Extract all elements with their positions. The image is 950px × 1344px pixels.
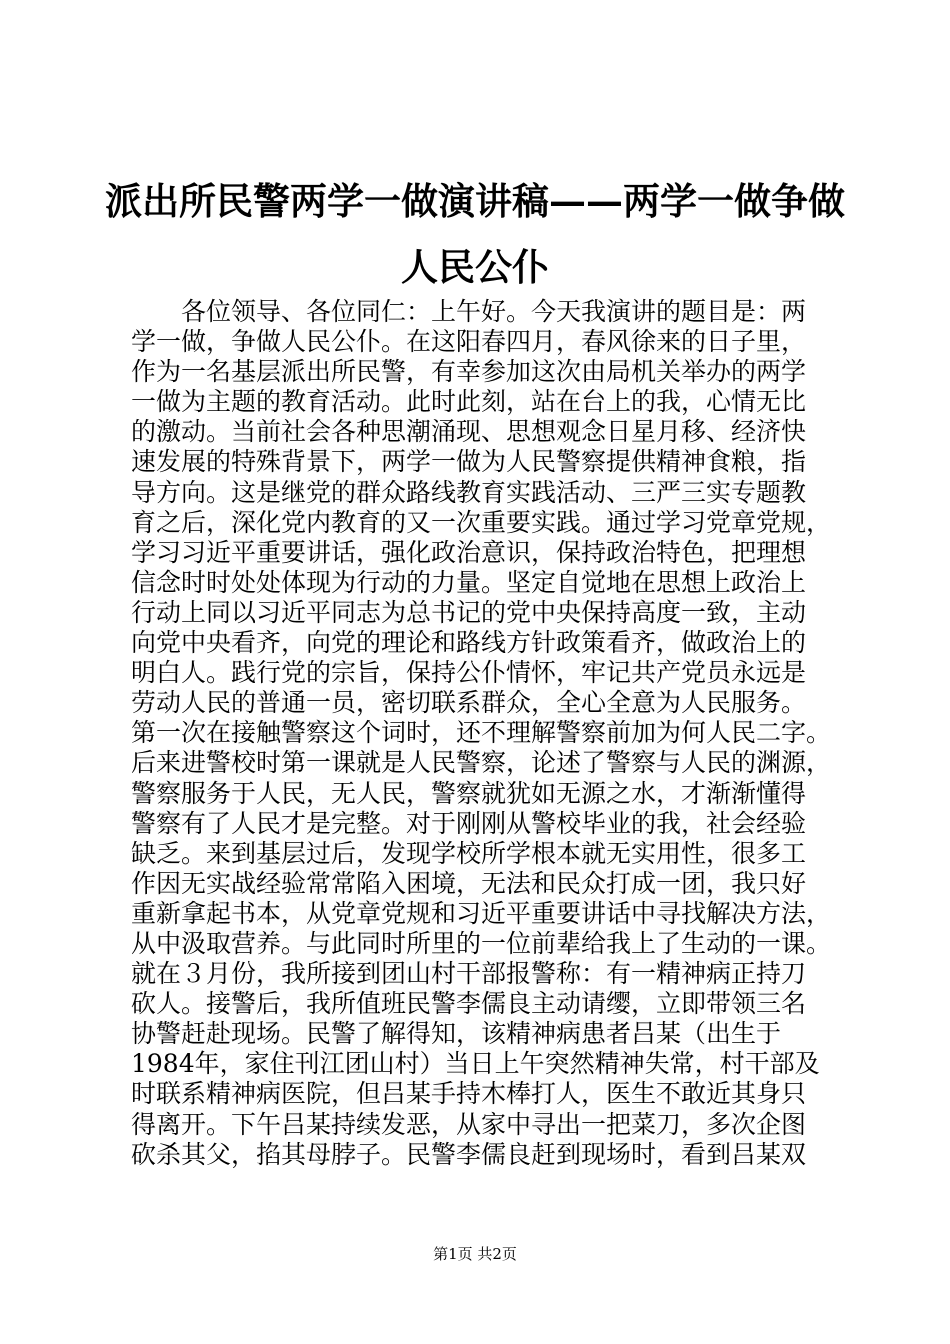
body-line: 各位领导、各位同仁：上午好。今天我演讲的题目是：两	[181, 297, 807, 326]
body-line: 警察有了人民才是完整。对于刚刚从警校毕业的我，社会经验	[131, 808, 807, 838]
body-line: 劳动人民的普通一员，密切联系群众，全心全意为人民服务。	[131, 688, 807, 718]
body-line: 行动上同以习近平同志为总书记的党中央保持高度一致，主动	[131, 597, 807, 627]
body-line: 作为一名基层派出所民警，有幸参加这次由局机关举办的两学	[131, 357, 807, 387]
body-line: 协警赶赴现场。民警了解得知，该精神病患者吕某（出生于	[131, 1019, 782, 1049]
body-line: 得离开。下午吕某持续发恶，从家中寻出一把菜刀，多次企图	[131, 1109, 807, 1139]
body-line: 育之后，深化党内教育的又一次重要实践。通过学习党章党规，	[131, 507, 832, 537]
body-line: 学一做，争做人民公仆。在这阳春四月，春风徐来的日子里，	[131, 327, 807, 357]
body-line: 明白人。践行党的宗旨，保持公仆情怀，牢记共产党员永远是	[131, 658, 807, 688]
body-line: 就在３月份，我所接到团山村干部报警称：有一精神病正持刀	[131, 959, 807, 989]
body-line: 砍人。接警后，我所值班民警李儒良主动请缨，立即带领三名	[131, 989, 807, 1019]
page-title	[100, 168, 850, 300]
body-line: 缺乏。来到基层过后，发现学校所学根本就无实用性，很多工	[131, 838, 807, 868]
body-line: 时联系精神病医院，但吕某手持木棒打人，医生不敢近其身只	[131, 1079, 807, 1109]
body-line: 警察服务于人民，无人民，警察就犹如无源之水，才渐渐懂得	[131, 778, 807, 808]
body-line: 第一次在接触警察这个词时，还不理解警察前加为何人民二字。	[131, 718, 832, 748]
body-line: 一做为主题的教育活动。此时此刻，站在台上的我，心情无比	[131, 387, 807, 417]
body-line: 重新拿起书本，从党章党规和习近平重要讲话中寻找解决方法，	[131, 898, 832, 928]
body-line: 信念时时处处体现为行动的力量。坚定自觉地在思想上政治上	[131, 567, 807, 597]
body-line: 1984年，家住刊江团山村）当日上午突然精神失常，村干部及	[131, 1049, 820, 1079]
body-line: 后来进警校时第一课就是人民警察，论述了警察与人民的渊源，	[131, 748, 832, 778]
title-line-2: 人民公仆	[401, 245, 549, 289]
title-line-1: 派出所民警两学一做演讲稿——两学一做争做	[105, 179, 845, 223]
page-number-footer: 第1页 共2页	[433, 1245, 517, 1263]
body-line: 砍杀其父，掐其母脖子。民警李儒良赶到现场时，看到吕某双	[131, 1139, 807, 1169]
body-line: 速发展的特殊背景下，两学一做为人民警察提供精神食粮，指	[131, 447, 807, 477]
body-line: 导方向。这是继党的群众路线教育实践活动、三严三实专题教	[131, 477, 807, 507]
body-line: 向党中央看齐，向党的理论和路线方针政策看齐，做政治上的	[131, 628, 807, 658]
body-line: 从中汲取营养。与此同时所里的一位前辈给我上了生动的一课。	[131, 928, 832, 958]
body-line: 的激动。当前社会各种思潮涌现、思想观念日星月移、经济快	[131, 417, 807, 447]
body-text	[131, 297, 831, 1170]
body-line: 学习习近平重要讲话，强化政治意识，保持政治特色，把理想	[131, 537, 807, 567]
body-line: 作因无实战经验常常陷入困境，无法和民众打成一团，我只好	[131, 868, 807, 898]
